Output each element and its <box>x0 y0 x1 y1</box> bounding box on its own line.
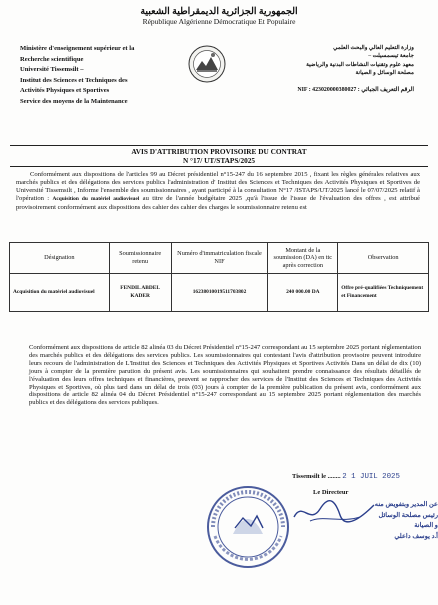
stamp-line: أ.د يوسف داعلي <box>394 532 438 540</box>
table-row <box>10 274 429 312</box>
ministry-line-ar: وزارة التعليم العالي والبحث العلمي <box>333 45 414 51</box>
signature-dots: ........ <box>326 473 341 480</box>
ministry-line: Recherche scientifique <box>20 55 84 63</box>
table-header-cell: Numéro d'immatriculation fiscale NIF <box>171 243 268 274</box>
director-title: Le Directeur <box>313 489 349 496</box>
signature-date: 2 1 JUIL 2025 <box>342 473 400 481</box>
appeal-paragraph: Conformément aux dispositions de article 82 alinéa 03 du Décret Présidentiel n°15-247 correspondant au 15 septembre 2025 portant réglementation des marchés publics et des délégations des services publics. Les soumissionnaires qui contestant l'avis d'attribution provisoire peuvent introduire leurs recours de l'administration de L'Institut des Sciences et Techniques des Activités Physiques et Sportives Activités Dans un délai de dix (10) jours à compter de la première parution du présent avis. Les soumissionnaires qui souhaitent prendre connaissance des résultats détaillés de l'évaluation des leurs offres techniques et financières, peuvent se rapprocher des services de l'Institut des Sciences et Techniques des Activités Physiques et Sportives, où plus tard dans un délai de trois (03) jours à compter de la première publication du présent avis, conformément aux dispositions de article 82 alinéa 04 du Décret Présidentiel n°15-247 correspondant au 15 septembre 2025 portant réglementation des marchés publics et des délégations des services publiques. <box>29 344 421 407</box>
ministry-line-ar: جامعة تيسمسيلت – <box>368 53 414 60</box>
ministry-block-arabic <box>239 44 414 78</box>
ministry-line: Institut des Sciences et Techniques des <box>20 76 128 84</box>
table-header-cell: Observation <box>338 243 429 274</box>
notice-title: AVIS D'ATTRIBUTION PROVISOIRE DU CONTRAT <box>131 147 307 156</box>
ministry-line-ar: معهد علوم وتقنيات النشاطات البدنية والرياضية <box>306 61 414 68</box>
official-seal-icon <box>205 484 291 570</box>
stamp-line: رئيس مصلحة الوسائل <box>378 511 438 519</box>
stamp-line: عن المدير وبتفويض منه <box>374 501 438 508</box>
table-header-cell: Montant de la soumission (DA) en ttc après correction <box>268 243 338 274</box>
signature-place: Tissemsilt le <box>292 473 327 480</box>
signature-place-date <box>292 473 400 481</box>
intro-text-a: Conformément aux dispositions de l'articles 99 au Décret présidentiel n°15-247 du 16 septembre 2015 , fixant les règles générales relatives aux marchés publics et des délégations des services publics l'administration d' Institut des Sciences et Techniques des Activités Physiques et Sportives de Université Tissemsilt , Informe l'ensemble des soumissionnaires , ayant participé à la consultation N°17 /ISTAPS/UT/2025 lancé le 07/07/2025 relatif à l'opération : <box>16 171 420 202</box>
institute-logo-icon <box>187 44 227 84</box>
table-header-row <box>10 243 429 274</box>
ministry-line: Ministère d'enseignement supérieur et la <box>20 45 135 52</box>
operation-name: Acquisition du matériel audiovisuel <box>52 195 140 202</box>
ministry-line: Service des moyens de la Maintenance <box>20 97 128 105</box>
bidder-cell: FENDIL ABDEL KADER <box>109 274 171 312</box>
intro-paragraph <box>16 171 420 212</box>
french-republic-title: République Algérienne Démocratique Et Populaire <box>142 17 296 26</box>
notice-number: N °17/ UT/STAPS/2025 <box>182 156 256 166</box>
intro-text-b: au titre de l'année budgétaire 2025 ,qu'à l'issue de l'issue de l'évaluation des offres , est attribué provisoirement conformément aux dispositions des cahier des cahier des charges le soumissionnaire retenu est <box>16 194 420 211</box>
designation-cell: Acquisition du matériel audiovisuel <box>10 274 110 312</box>
ministry-line-ar: مصلحة الوسائل و الصيانة <box>355 70 414 77</box>
amount-cell: 240 000.00 DA <box>268 274 338 312</box>
notice-title-box <box>10 145 428 167</box>
observation-cell: Offre pré-qualifiées Techniquement et Financement <box>338 274 429 312</box>
table-header-cell: Désignation <box>10 243 110 274</box>
arabic-republic-title: الجمهورية الجزائرية الديمقراطية الشعبية <box>140 7 298 17</box>
institute-nif: NIF : 423020000380027 : الرقم التعريف الجبائي <box>297 87 414 93</box>
ministry-line: Université Tissemsilt – <box>20 66 84 74</box>
award-table <box>9 242 429 312</box>
stamp-line: و الصيانة <box>414 522 438 529</box>
ministry-block-french <box>20 44 195 108</box>
nif-cell: 16238010019511703802 <box>171 274 268 312</box>
table-header-cell: Soumissionnaire retenu <box>109 243 171 274</box>
director-stamp <box>342 500 438 560</box>
ministry-line: Activités Physiques et Sportives <box>20 87 110 95</box>
